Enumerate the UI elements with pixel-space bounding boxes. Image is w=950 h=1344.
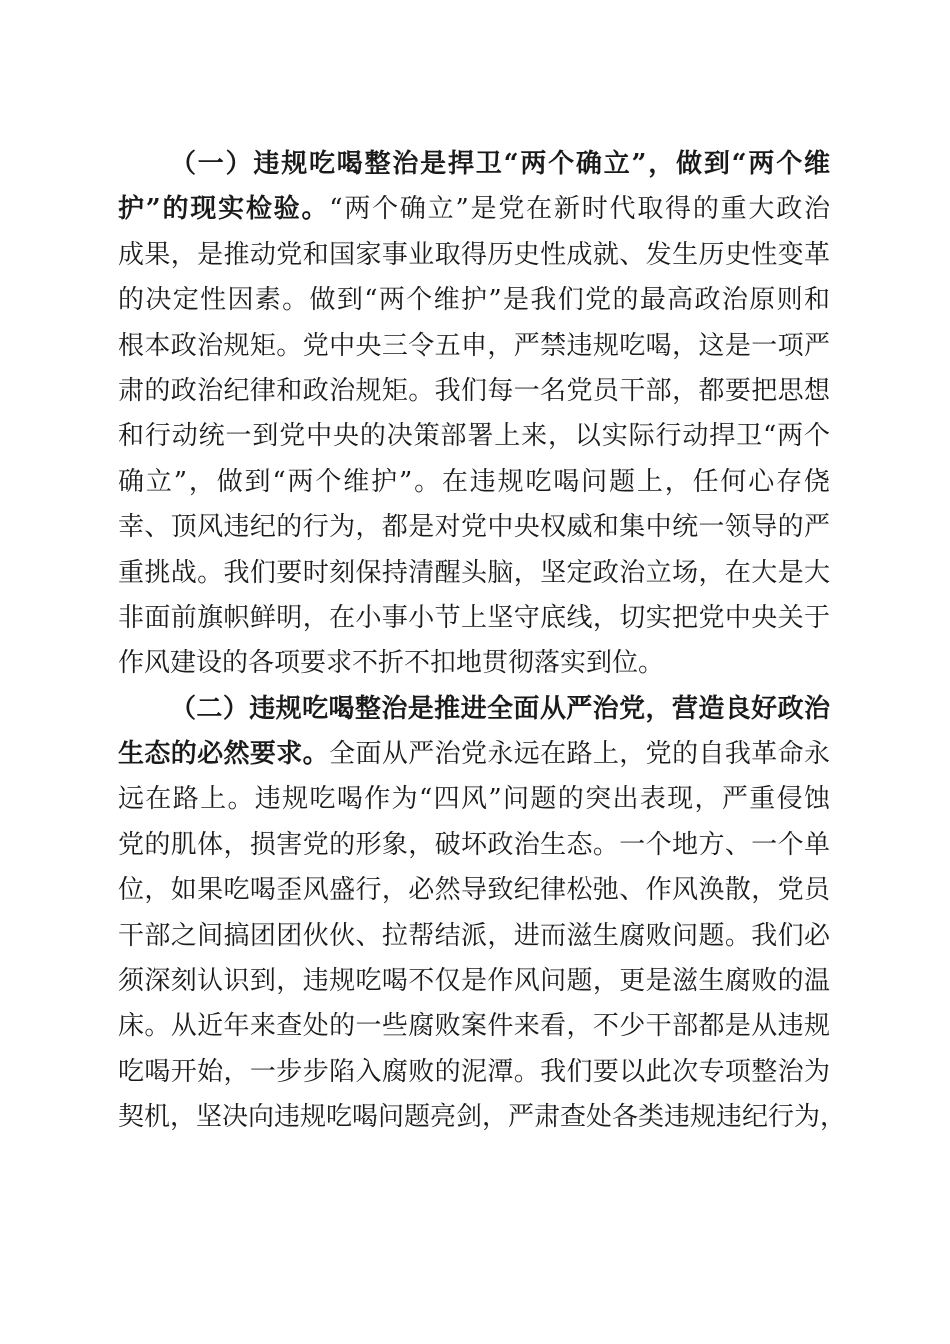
- paragraph-line: 位，如果吃喝歪风盛行，必然导致纪律松弛、作风涣散，党员: [118, 875, 830, 906]
- paragraph-line: 远在路上。违规吃喝作为“四风”问题的突出表现，严重侵蚀: [118, 784, 830, 815]
- line-text: “两个确立”是党在新时代取得的重大政治: [329, 194, 830, 225]
- paragraph-line: 重挑战。我们要时刻保持清醒头脑，坚定政治立场，在大是大: [118, 557, 830, 588]
- paragraph-line: 肃的政治纪律和政治规矩。我们每一名党员干部，都要把思想: [118, 375, 830, 406]
- paragraph-line: 契机，坚决向违规吃喝问题亮剑，严肃查处各类违规违纪行为，: [118, 1102, 847, 1133]
- document-body: [118, 142, 847, 1141]
- paragraph-line: 吃喝开始，一步步陷入腐败的泥潭。我们要以此次专项整治为: [118, 1056, 830, 1087]
- paragraph-line: [118, 732, 830, 777]
- paragraph-line: 确立”，做到“两个维护”。在违规吃喝问题上，任何心存侥: [118, 466, 830, 497]
- section-heading-one-end: 护”的现实检验。: [118, 194, 330, 225]
- paragraph-line: 幸、顶风违纪的行为，都是对党中央权威和集中统一领导的严: [118, 512, 830, 543]
- paragraph-line: 干部之间搞团团伙伙、拉帮结派，进而滋生腐败问题。我们必: [118, 920, 830, 951]
- paragraph-line: [118, 187, 830, 232]
- paragraph-line: 床。从近年来查处的一些腐败案件来看，不少干部都是从违规: [118, 1011, 830, 1042]
- paragraph-line: 党的肌体，损害党的形象，破坏政治生态。一个地方、一个单: [118, 829, 830, 860]
- section-heading-two: （二）违规吃喝整治是推进全面从严治党，营造良好政治: [170, 693, 830, 724]
- paragraph-line: 和行动统一到党中央的决策部署上来，以实际行动捍卫“两个: [118, 421, 830, 452]
- paragraph-line: 非面前旗帜鲜明，在小事小节上坚守底线，切实把党中央关于: [118, 602, 830, 633]
- line-text: 全面从严治党永远在路上，党的自我革命永: [329, 739, 830, 770]
- paragraph-line: 作风建设的各项要求不折不扣地贯彻落实到位。: [118, 648, 665, 679]
- paragraph-line: [118, 142, 830, 187]
- paragraph-line: 根本政治规矩。党中央三令五申，严禁违规吃喝，这是一项严: [118, 330, 830, 361]
- paragraph-line: 的决定性因素。做到“两个维护”是我们党的最高政治原则和: [118, 285, 830, 316]
- paragraph-line: 须深刻认识到，违规吃喝不仅是作风问题，更是滋生腐败的温: [118, 966, 830, 997]
- paragraph-line: 成果，是推动党和国家事业取得历史性成就、发生历史性变革: [118, 239, 830, 270]
- section-heading-one: （一）违规吃喝整治是捍卫“两个确立”，做到“两个维: [170, 149, 830, 179]
- section-heading-two-end: 生态的必然要求。: [118, 739, 330, 770]
- paragraph-line: [118, 687, 830, 732]
